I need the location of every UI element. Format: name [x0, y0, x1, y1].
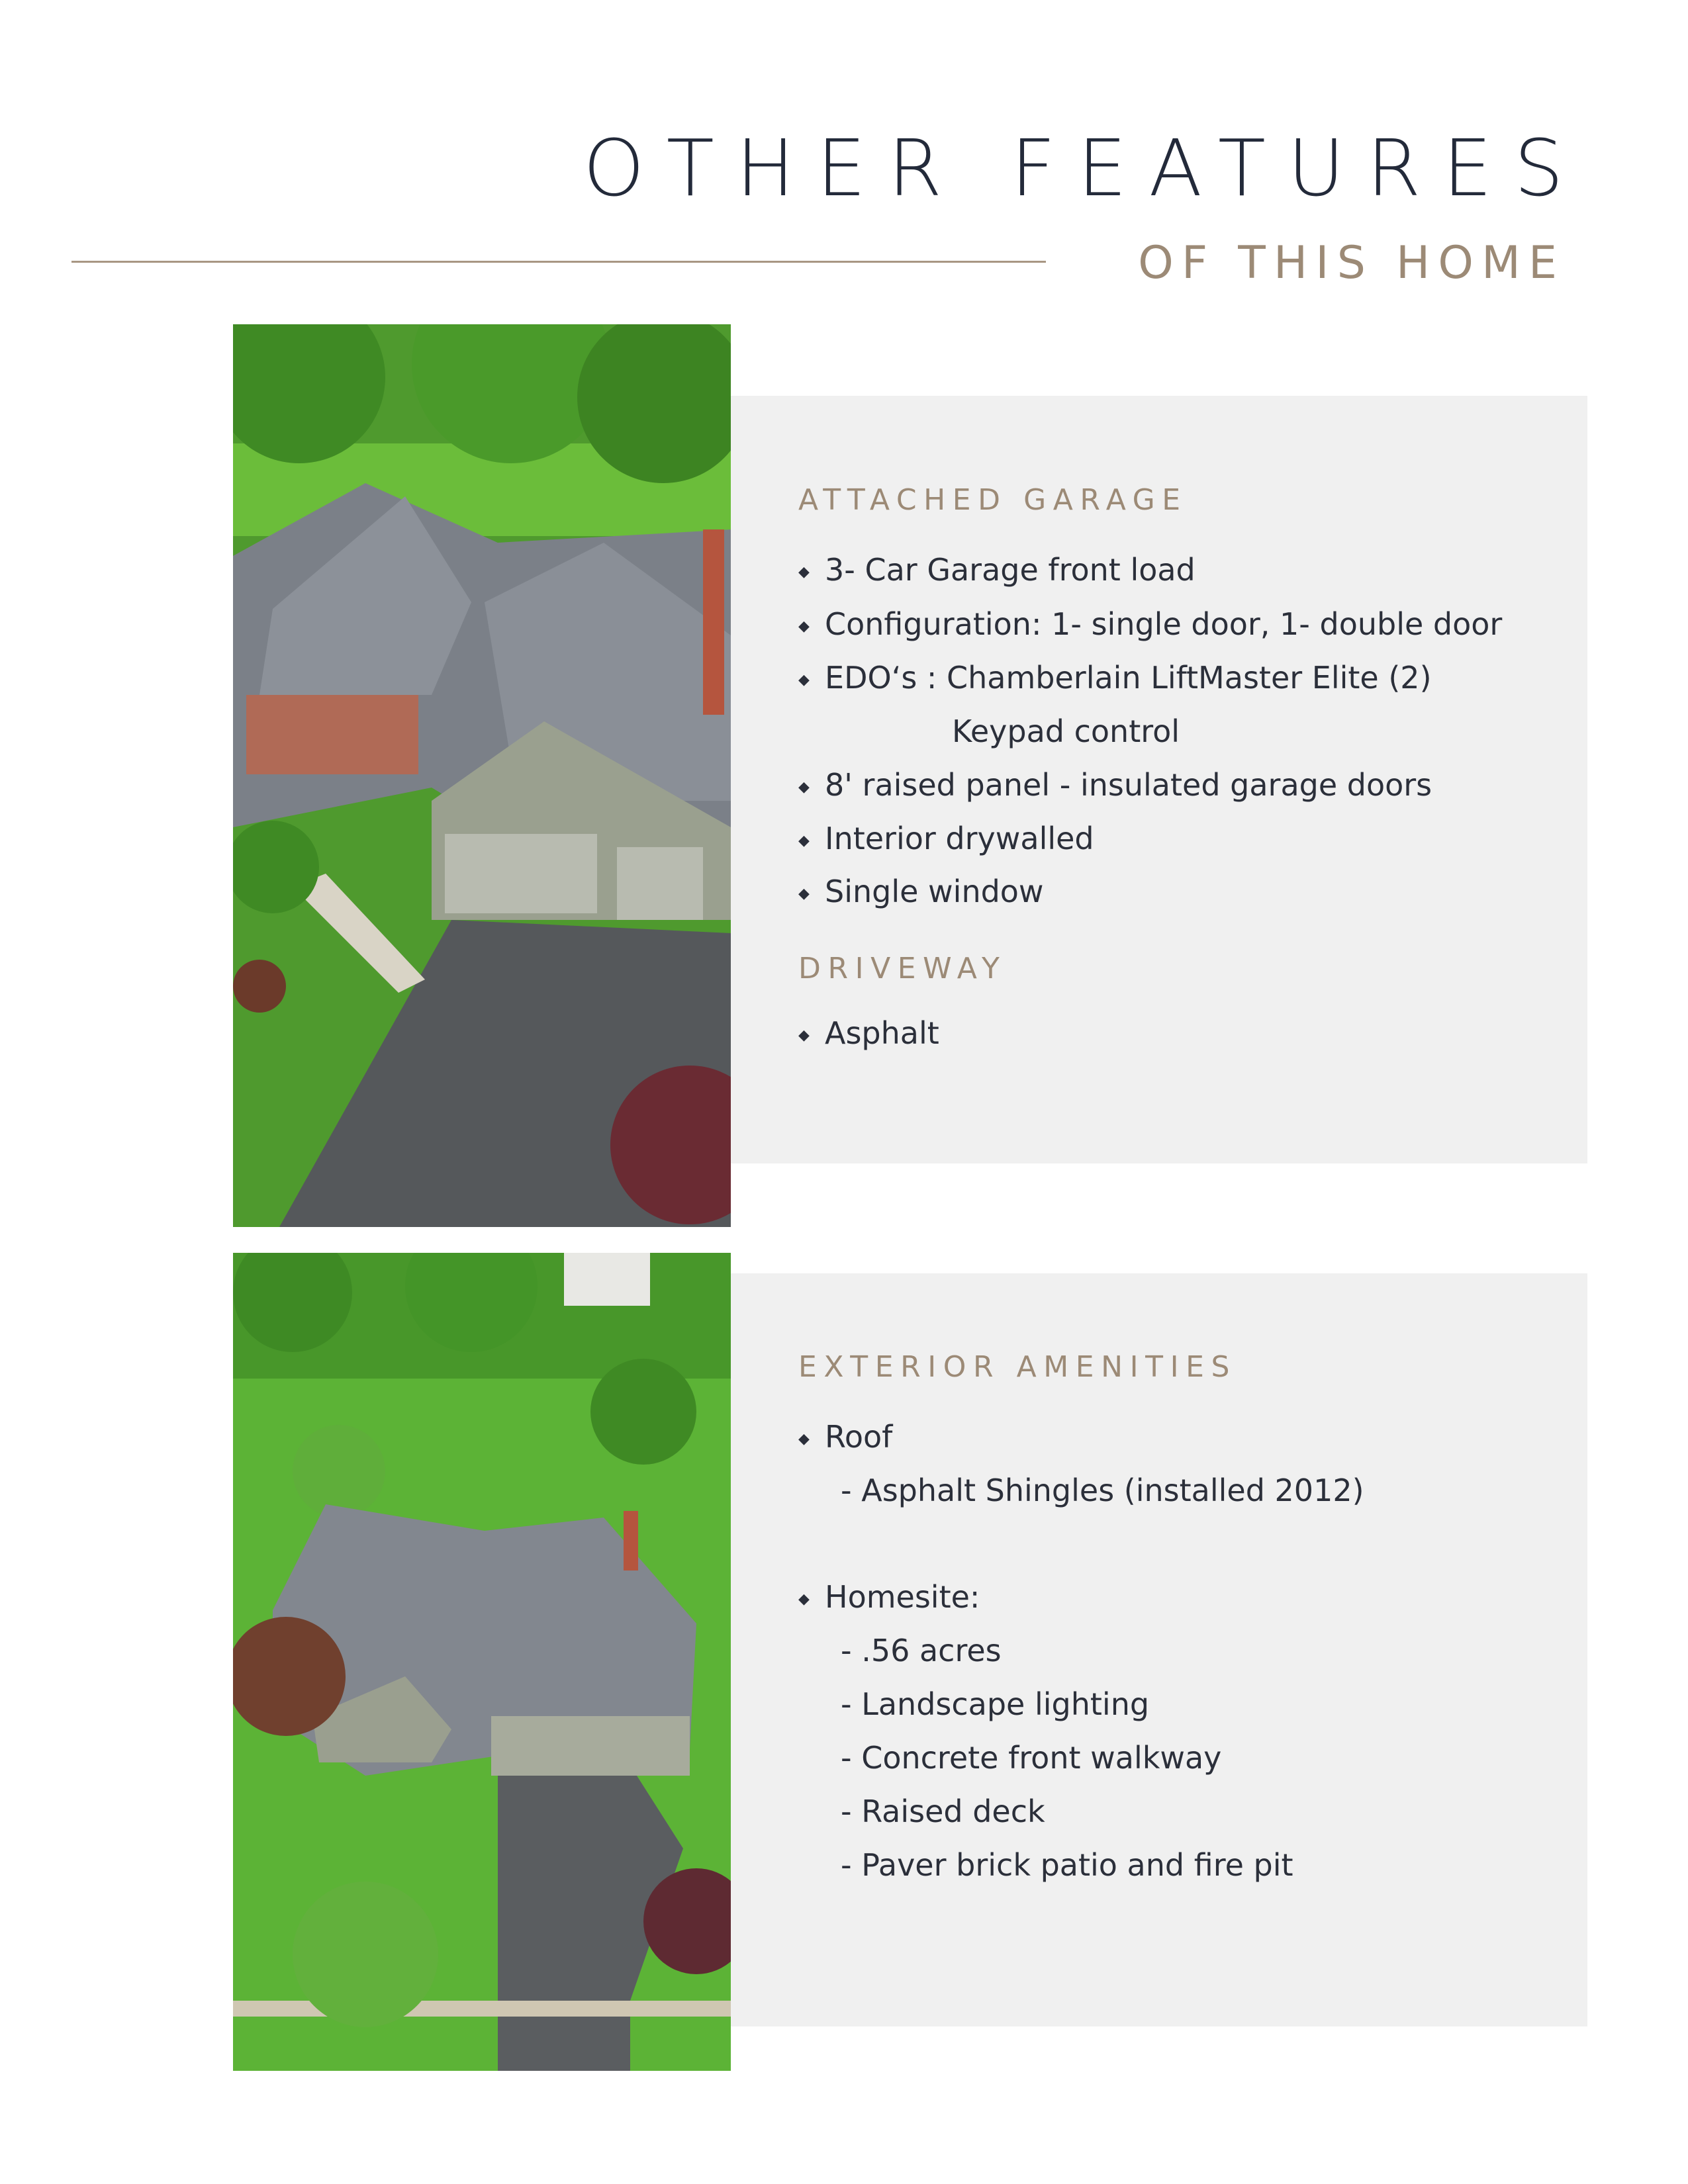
bullet-icon: ◆ — [798, 779, 810, 796]
bullet-icon: ◆ — [798, 1431, 810, 1447]
attached-garage-heading: ATTACHED GARAGE — [798, 483, 1188, 517]
page-title: OTHER FEATURES — [583, 122, 1586, 214]
list-item-roof: ◆ Roof — [798, 1419, 893, 1455]
list-item-homesite: ◆ Homesite: — [798, 1579, 980, 1615]
list-item: ◆ 3- Car Garage front load — [798, 552, 1196, 588]
homesite-detail: - Paver brick patio and fire pit — [841, 1847, 1293, 1883]
garage-driveway-panel — [731, 396, 1587, 1163]
homesite-detail: - Concrete front walkway — [841, 1740, 1222, 1776]
homesite-detail: - Raised deck — [841, 1794, 1045, 1829]
header-divider — [71, 261, 1046, 263]
list-item: ◆ 8' raised panel - insulated garage doors — [798, 767, 1432, 803]
bullet-icon: ◆ — [798, 564, 810, 580]
house-aerial-photo-wide — [233, 1253, 731, 2071]
exterior-amenities-heading: EXTERIOR AMENITIES — [798, 1350, 1237, 1384]
list-item: ◆ Single window — [798, 874, 1044, 909]
homesite-detail: - Landscape lighting — [841, 1686, 1150, 1722]
list-item: ◆ Asphalt — [798, 1015, 939, 1051]
bullet-icon: ◆ — [798, 833, 810, 849]
bullet-icon: ◆ — [798, 886, 810, 902]
bullet-icon: ◆ — [798, 618, 810, 635]
edo-continuation: Keypad control — [952, 713, 1180, 749]
bullet-icon: ◆ — [798, 1027, 810, 1044]
list-item: ◆ EDO‘s : Chamberlain LiftMaster Elite (2) — [798, 660, 1432, 696]
bullet-icon: ◆ — [798, 672, 810, 688]
list-item: ◆ Configuration: 1- single door, 1- double door — [798, 606, 1503, 642]
driveway-heading: DRIVEWAY — [798, 952, 1007, 985]
roof-detail: - Asphalt Shingles (installed 2012) — [841, 1473, 1364, 1508]
page-subtitle: OF THIS HOME — [1138, 237, 1566, 289]
list-item: ◆ Interior drywalled — [798, 821, 1094, 856]
homesite-detail: - .56 acres — [841, 1633, 1002, 1668]
bullet-icon: ◆ — [798, 1591, 810, 1608]
house-aerial-photo-closeup — [233, 324, 731, 1227]
exterior-amenities-panel — [731, 1273, 1587, 2026]
